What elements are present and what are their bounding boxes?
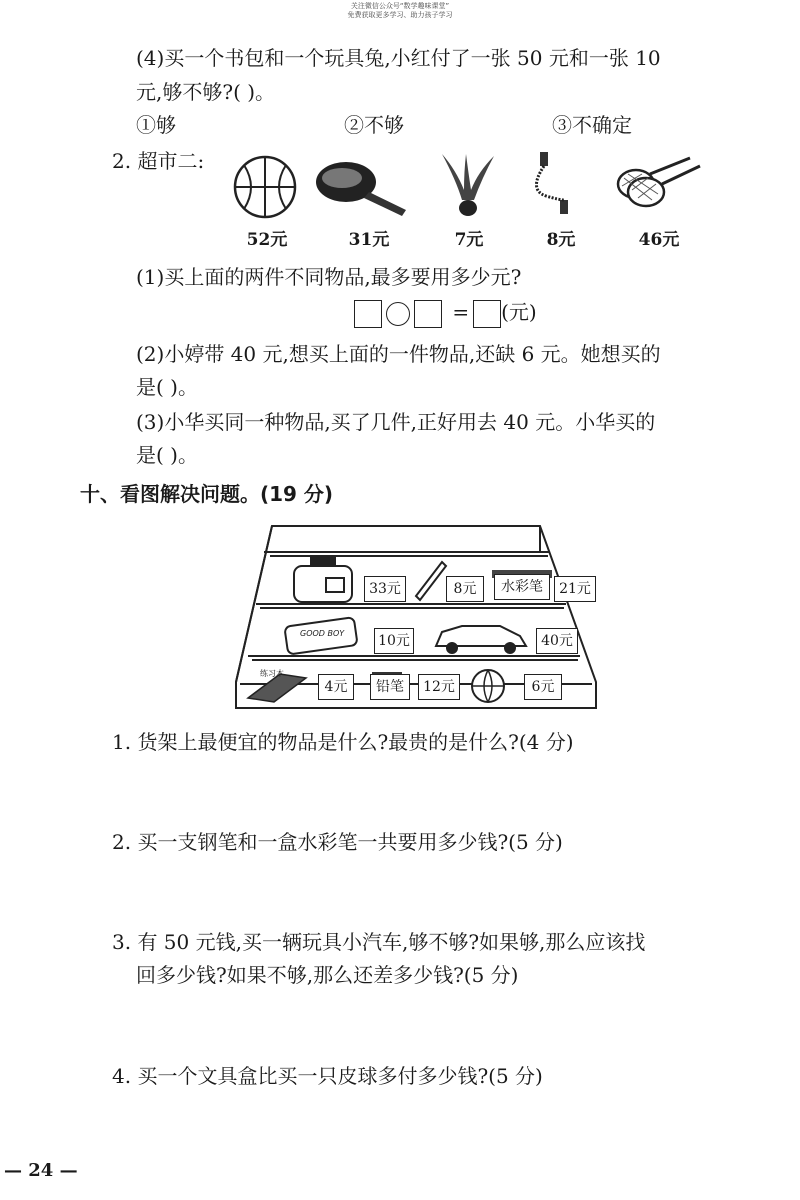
q2-sub3-line-1: (3)小华买同一种物品,买了几件,正好用去 40 元。小华买的 xyxy=(136,410,656,434)
tag-pen-price: 8元 xyxy=(446,576,484,602)
s10-question-3-line-2: 回多少钱?如果不够,那么还差多少钱?(5 分) xyxy=(136,963,519,987)
price-basketball: 52元 xyxy=(246,230,288,250)
notebook-label: 练习本 xyxy=(260,669,284,678)
q2-label: 2. 超市二: xyxy=(112,149,205,173)
shuttlecock-icon xyxy=(438,150,498,220)
operator-circle[interactable] xyxy=(386,302,410,326)
s10-question-3-line-1: 3. 有 50 元钱,买一辆玩具小汽车,够不够?如果够,那么应该找 xyxy=(112,930,646,954)
s10-question-2: 2. 买一支钢笔和一盒水彩笔一共要用多少钱?(5 分) xyxy=(112,830,563,854)
header-note-line-1: 关注微信公众号“数学趣味课堂” xyxy=(350,2,450,10)
tag-pencil-box-price: 10元 xyxy=(374,628,414,654)
basketball-icon xyxy=(232,154,298,220)
q4-option-2: ②不够 xyxy=(344,113,404,137)
answer-box-2[interactable] xyxy=(414,300,442,328)
answer-box-3[interactable] xyxy=(473,300,501,328)
tag-watercolor-label: 水彩笔 xyxy=(494,574,550,600)
q2-sub2-line-1: (2)小婷带 40 元,想买上面的一件物品,还缺 6 元。她想买的 xyxy=(136,342,661,366)
q4-option-3: ③不确定 xyxy=(552,113,632,137)
tag-ball-price: 6元 xyxy=(524,674,562,700)
price-shuttlecock: 7元 xyxy=(454,230,484,250)
answer-box-1[interactable] xyxy=(354,300,382,328)
price-rackets: 46元 xyxy=(638,230,680,250)
tag-watercolor-price: 21元 xyxy=(554,576,596,602)
tag-pencil-price: 12元 xyxy=(418,674,460,700)
section-10-title: 十、看图解决问题。(19 分) xyxy=(80,482,334,506)
q2-sub3-line-2: 是( )。 xyxy=(136,443,198,467)
header-note xyxy=(330,2,470,20)
price-jump-rope: 8元 xyxy=(546,230,576,250)
tag-car-price: 40元 xyxy=(536,628,578,654)
tag-bag-price: 33元 xyxy=(364,576,406,602)
q4-option-1: ①够 xyxy=(136,113,176,137)
equation-unit: (元) xyxy=(501,300,537,324)
tag-notebook-price: 4元 xyxy=(318,674,354,700)
jump-rope-icon xyxy=(526,150,576,218)
pencil-box-text: GOOD BOY xyxy=(300,629,345,638)
tag-pencil-label: 铅笔 xyxy=(370,674,410,700)
ping-pong-paddle-icon xyxy=(314,158,410,218)
header-note-line-2: 免费获取更多学习、助力孩子学习 xyxy=(347,11,453,20)
price-paddle: 31元 xyxy=(348,230,390,250)
equals-sign: = xyxy=(452,300,470,324)
q2-sub1: (1)买上面的两件不同物品,最多要用多少元? xyxy=(136,265,522,289)
badminton-rackets-icon xyxy=(612,154,704,216)
s10-question-4: 4. 买一个文具盒比买一只皮球多付多少钱?(5 分) xyxy=(112,1064,543,1088)
q4-line-1: (4)买一个书包和一个玩具兔,小红付了一张 50 元和一张 10 xyxy=(136,46,661,70)
s10-question-1: 1. 货架上最便宜的物品是什么?最贵的是什么?(4 分) xyxy=(112,730,574,754)
q4-line-2: 元,够不够?( )。 xyxy=(136,80,276,104)
equation xyxy=(354,298,537,328)
q2-sub2-line-2: 是( )。 xyxy=(136,375,198,399)
page-number: — 24 — xyxy=(4,1160,78,1181)
